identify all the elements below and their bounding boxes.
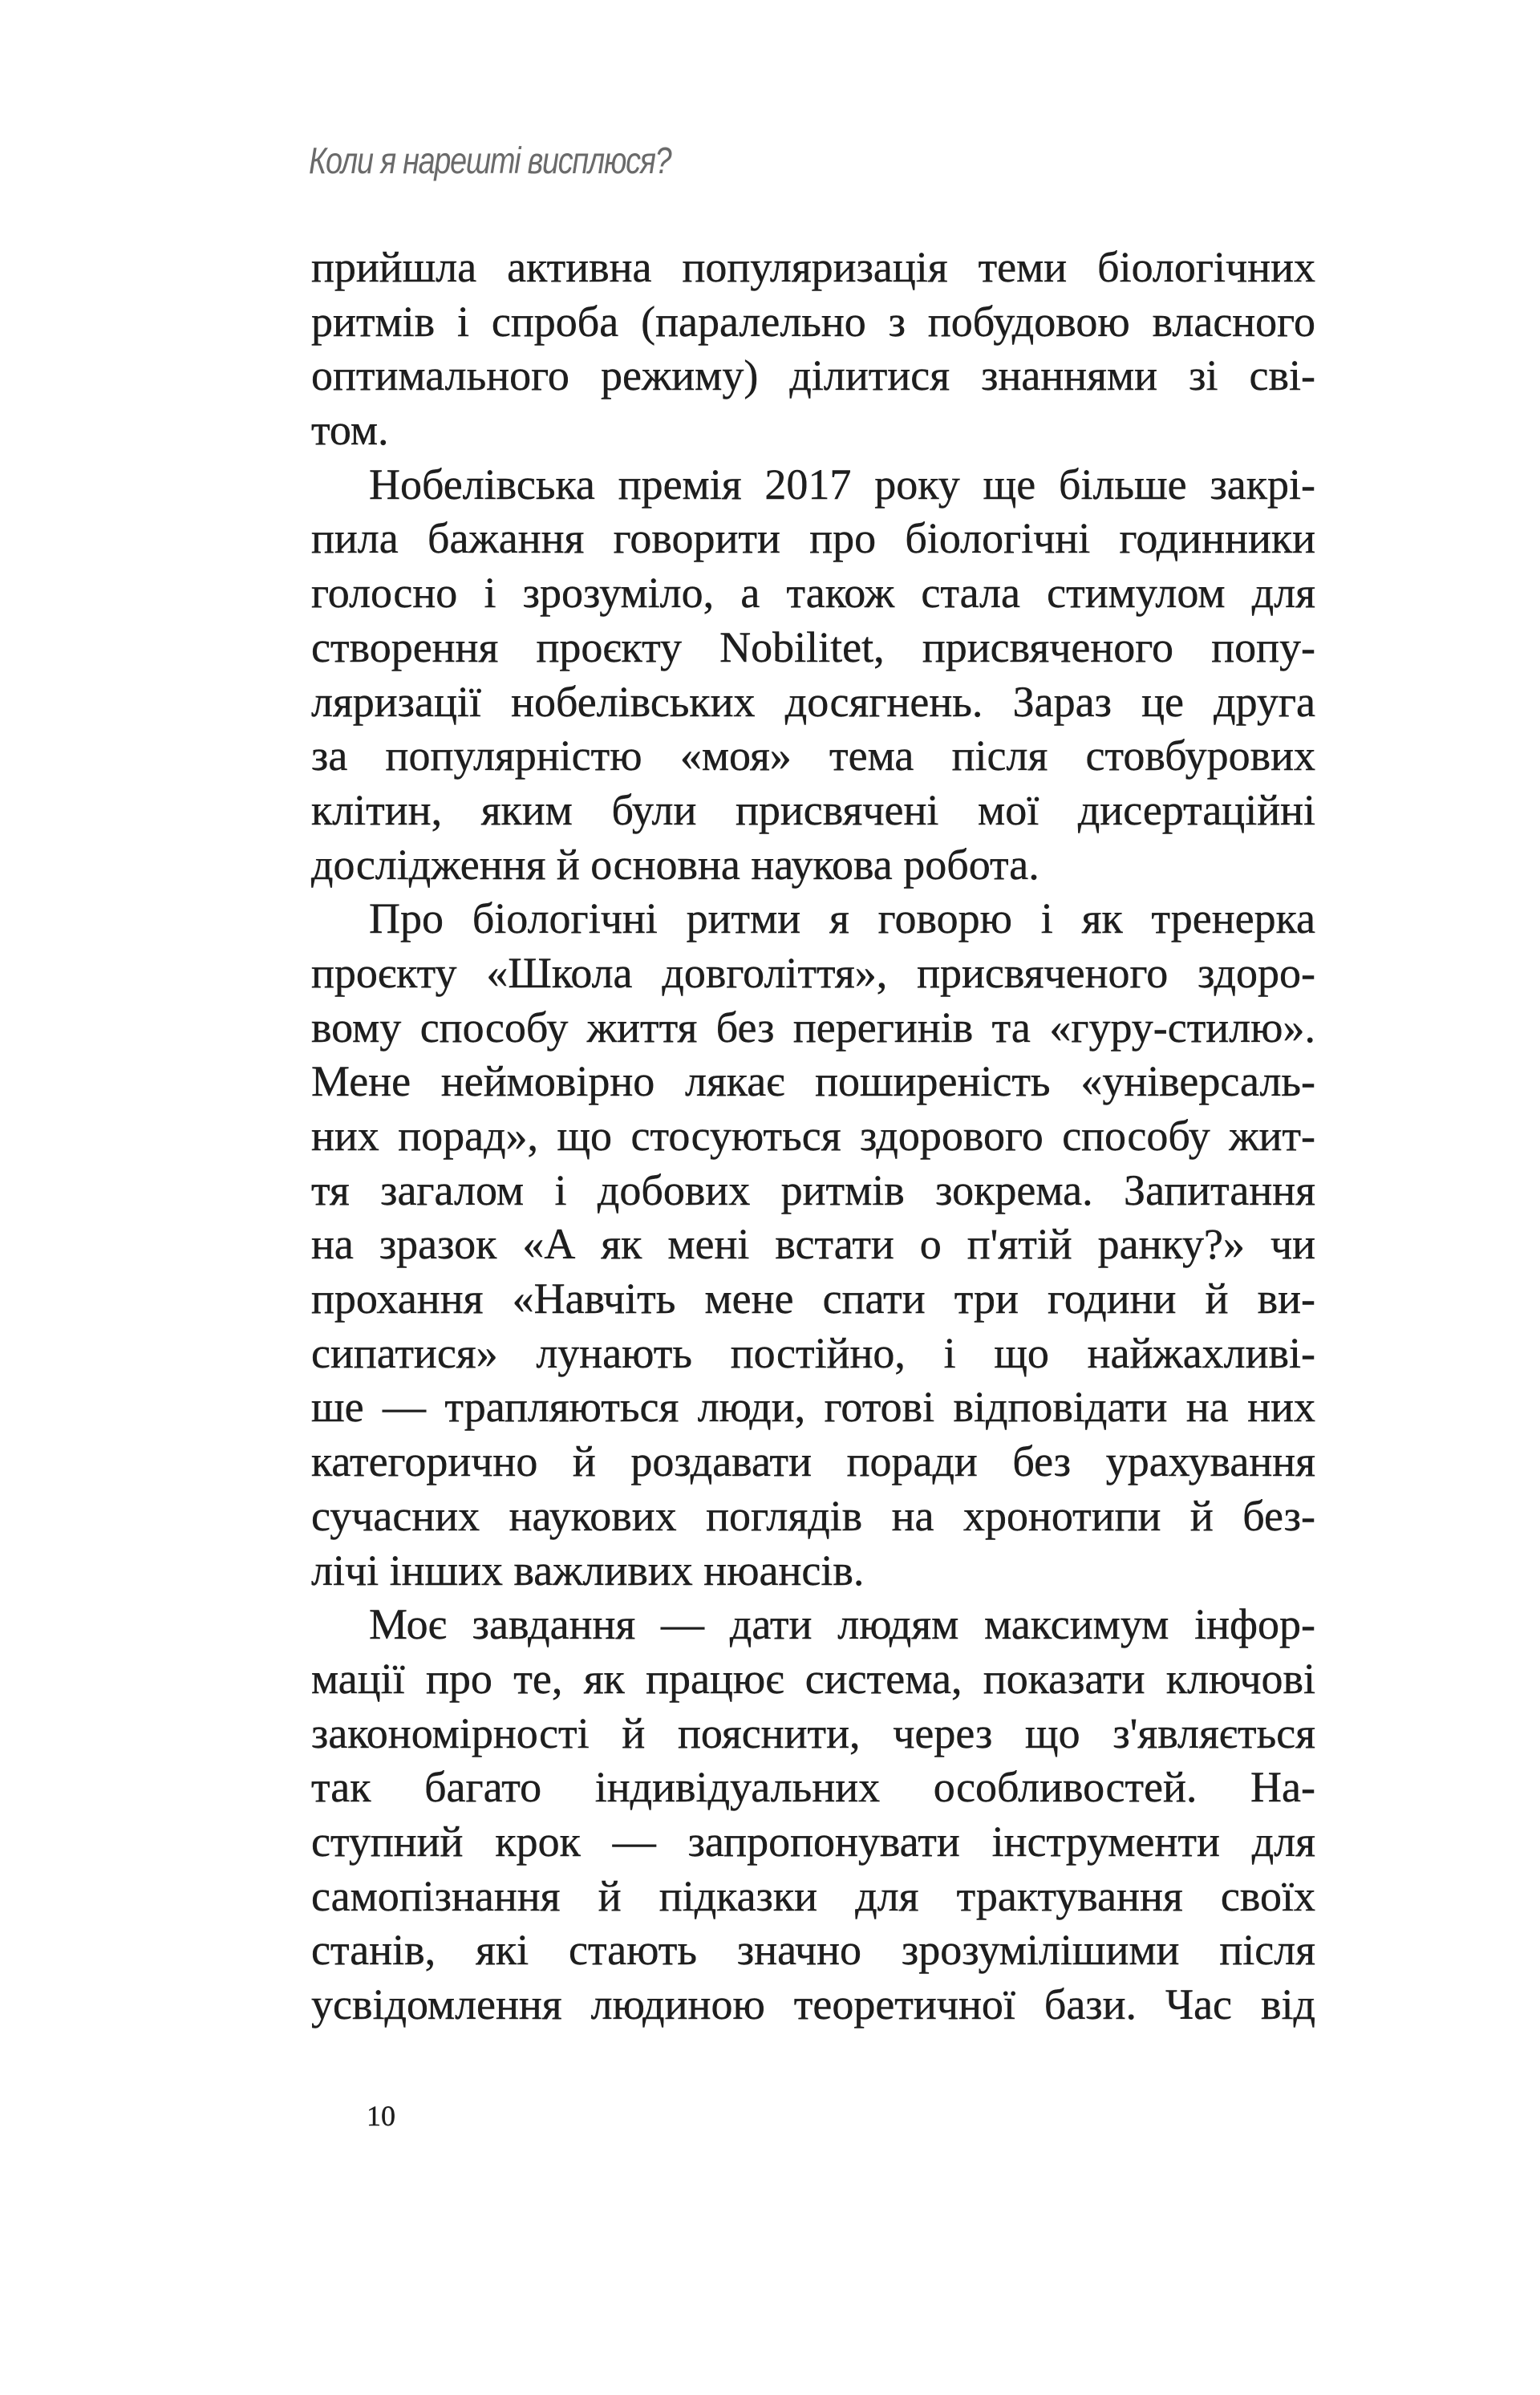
text-line: том. <box>311 406 389 455</box>
text-line: ритмів і спроба (паралельно з побудовою власного <box>311 297 1315 346</box>
text-line: ляризації нобелівських досягнень. Зараз це друга <box>311 677 1315 726</box>
text-line: категорично й роздавати поради без урахування <box>311 1437 1315 1486</box>
text-line: Про біологічні ритми я говорю і як тренерка <box>369 894 1315 943</box>
text-line: усвідомлення людиною теоретичної бази. Час від <box>311 1980 1315 2028</box>
text-line: за популярністю «моя» тема після стовбурових <box>311 731 1315 780</box>
paragraph-1 <box>311 241 1315 458</box>
text-line: створення проєкту Nobilitet, присвяченого попу- <box>311 622 1315 671</box>
text-line: тя загалом і добових ритмів зокрема. Запитання <box>311 1165 1315 1214</box>
text-line: так багато індивідуальних особливостей. На- <box>311 1763 1315 1812</box>
text-line: прохання «Навчіть мене спати три години й ви- <box>311 1274 1315 1323</box>
text-line: них порад», що стосуються здорового способу жит- <box>311 1112 1315 1160</box>
text-line: Нобелівська премія 2017 року ще більше закрі- <box>369 460 1315 509</box>
paragraph-4 <box>311 1598 1315 2032</box>
text-line: пила бажання говорити про біологічні годинники <box>311 514 1315 563</box>
text-line: мації про те, як працює система, показати ключові <box>311 1654 1315 1703</box>
text-line: клітин, яким були присвячені мої дисертаційні <box>311 785 1315 834</box>
text-line: ше — трапляються люди, готові відповідати на них <box>311 1383 1315 1432</box>
body-text <box>311 241 1315 2032</box>
text-line: сипатися» лунають постійно, і що найжахливі- <box>311 1328 1315 1377</box>
running-head: Коли я нарешті висплюся? <box>309 140 671 181</box>
text-line: сучасних наукових поглядів на хронотипи й без- <box>311 1491 1315 1540</box>
text-line: станів, які стають значно зрозумілішими після <box>311 1926 1315 1975</box>
text-line: оптимального режиму) ділитися знаннями зі сві- <box>311 351 1315 400</box>
text-line: прийшла активна популяризація теми біологічних <box>311 243 1315 291</box>
text-line: Моє завдання — дати людям максимум інфор- <box>369 1600 1315 1649</box>
text-line: вому способу життя без перегинів та «гуру-стилю». <box>311 1003 1315 1052</box>
text-line: голосно і зрозуміло, а також стала стимулом для <box>311 569 1315 618</box>
paragraph-3 <box>311 892 1315 1598</box>
text-line: на зразок «А як мені встати о п'ятій ранку?» чи <box>311 1220 1315 1269</box>
page-number: 10 <box>367 2100 395 2132</box>
text-line: закономірності й пояснити, через що з'являється <box>311 1708 1315 1757</box>
text-line: дослідження й основна наукова робота. <box>311 840 1040 889</box>
text-line: ступний крок — запропонувати інструменти для <box>311 1817 1315 1866</box>
text-line: Мене неймовірно лякає поширеність «універсаль- <box>311 1057 1315 1106</box>
paragraph-2 <box>311 458 1315 893</box>
text-line: проєкту «Школа довголіття», присвяченого здоро- <box>311 948 1315 997</box>
text-line: самопізнання й підказки для трактування своїх <box>311 1871 1315 1920</box>
text-line: лічі інших важливих нюансів. <box>311 1546 865 1595</box>
